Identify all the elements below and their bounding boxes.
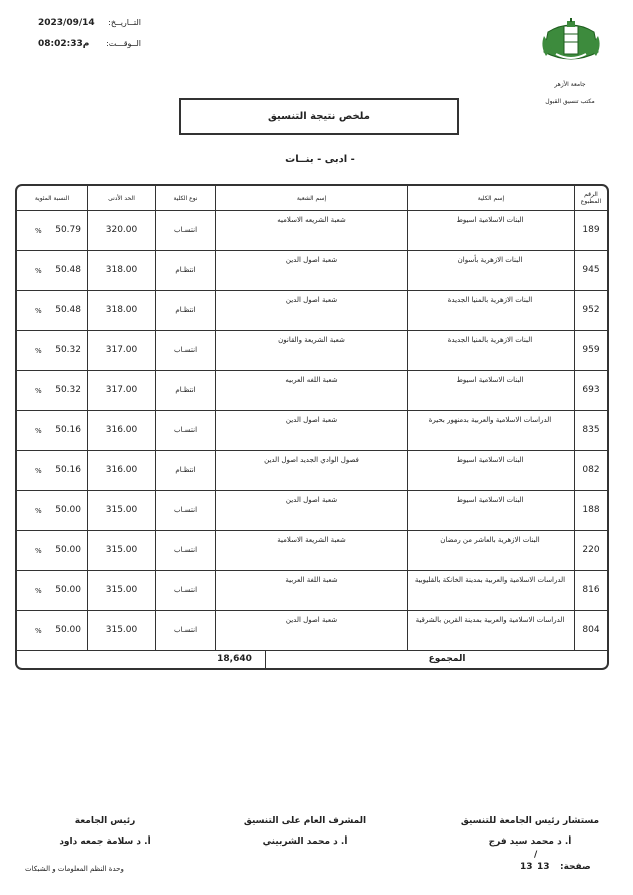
- code-value: 959: [582, 345, 600, 355]
- cell-branch: [215, 531, 407, 570]
- college-value: البنات الاسلامية اسيوط: [456, 216, 524, 224]
- cell-branch: [215, 251, 407, 290]
- code-value: 188: [582, 505, 600, 515]
- pct-value: 50.00: [55, 505, 81, 515]
- code-value: 945: [582, 265, 600, 275]
- cell-code: [574, 291, 607, 330]
- score-value: 317.00: [105, 345, 138, 355]
- cell-college: [407, 611, 574, 650]
- branch-value: شعبة اصول الدين: [285, 296, 338, 304]
- table-row: [17, 291, 607, 331]
- code-value: 189: [582, 225, 600, 235]
- cell-score: [87, 211, 155, 250]
- cell-pct: [17, 451, 87, 490]
- table-row: [17, 531, 607, 571]
- code-value: 220: [582, 545, 600, 555]
- header-type: نوع الكلية: [155, 186, 215, 210]
- pct-value: 50.16: [55, 465, 81, 475]
- type-value: انتسـاب: [173, 546, 198, 554]
- page-total: 13: [520, 862, 533, 872]
- branch-value: شعبة الشريعة الاسلامية: [277, 536, 346, 544]
- cell-score: [87, 291, 155, 330]
- cell-score: [87, 411, 155, 450]
- score-value: 315.00: [105, 625, 138, 635]
- cell-type: [155, 491, 215, 530]
- score-value: 320.00: [105, 225, 138, 235]
- table-row: [17, 491, 607, 531]
- signature-name-supervisor: أ. د محمد الشربيني: [262, 837, 348, 847]
- signature-title-coordinator: مستشار رئيس الجامعة للتنسيق: [460, 816, 600, 826]
- table-row: [17, 451, 607, 491]
- college-value: البنات الازهرية بالمنيا الجديدة: [447, 336, 533, 344]
- cell-branch: [215, 331, 407, 370]
- total-label: المجموع: [428, 654, 466, 664]
- cell-score: [87, 491, 155, 530]
- score-value: 317.00: [105, 385, 138, 395]
- type-value: انتسـاب: [173, 226, 198, 234]
- college-value: البنات الازهرية بالمنيا الجديدة: [447, 296, 533, 304]
- pct-sign: %: [35, 547, 42, 555]
- cell-pct: [17, 211, 87, 250]
- pct-value: 50.00: [55, 585, 81, 595]
- cell-pct: [17, 331, 87, 370]
- pct-value: 50.16: [55, 425, 81, 435]
- unit-label: وحدة النظم المعلومات و الشبكات: [25, 865, 124, 873]
- table-header-row: [17, 186, 607, 211]
- cell-type: [155, 571, 215, 610]
- college-value: الدراسات الاسلامية والعربية بدمنهور بحيرة: [428, 416, 552, 424]
- type-value: انتظـام: [175, 466, 196, 474]
- pct-sign: %: [35, 227, 42, 235]
- al-azhar-logo-icon: [540, 18, 602, 72]
- college-value: البنات الاسلامية اسيوط: [456, 376, 524, 384]
- cell-code: [574, 211, 607, 250]
- table-row: [17, 211, 607, 251]
- cell-type: [155, 411, 215, 450]
- total-row: [17, 651, 607, 670]
- cell-score: [87, 371, 155, 410]
- total-value: 18,640: [217, 654, 252, 664]
- cell-college: [407, 211, 574, 250]
- pct-value: 50.79: [55, 225, 81, 235]
- branch-value: فصول الوادي الجديد اصول الدين: [264, 456, 359, 464]
- cell-code: [574, 411, 607, 450]
- cell-type: [155, 331, 215, 370]
- signature-title-supervisor: المشرف العام على التنسيق: [243, 816, 367, 826]
- pct-value: 50.48: [55, 305, 81, 315]
- cell-branch: [215, 211, 407, 250]
- score-value: 318.00: [105, 305, 138, 315]
- type-value: انتسـاب: [173, 426, 198, 434]
- college-value: البنات الاسلامية اسيوط: [456, 496, 524, 504]
- cell-score: [87, 251, 155, 290]
- page-title: ملخص نتيجة التنسيق: [179, 98, 459, 135]
- type-value: انتسـاب: [173, 506, 198, 514]
- header-pct: النسبة المئوية: [34, 194, 70, 202]
- branch-value: شعبة اصول الدين: [285, 496, 338, 504]
- cell-code: [574, 371, 607, 410]
- cell-branch: [215, 491, 407, 530]
- pct-sign: %: [35, 507, 42, 515]
- cell-code: [574, 251, 607, 290]
- cell-type: [155, 451, 215, 490]
- page-number: 13: [537, 862, 550, 872]
- page-label: صفحة:: [560, 862, 591, 872]
- pct-value: 50.32: [55, 345, 81, 355]
- cell-code: [574, 331, 607, 370]
- pct-sign: %: [35, 587, 42, 595]
- cell-type: [155, 611, 215, 650]
- cell-code: [574, 451, 607, 490]
- cell-type: [155, 291, 215, 330]
- cell-college: [407, 531, 574, 570]
- cell-branch: [215, 291, 407, 330]
- cell-college: [407, 251, 574, 290]
- cell-pct: [17, 411, 87, 450]
- code-value: 693: [582, 385, 600, 395]
- type-value: انتظـام: [175, 266, 196, 274]
- score-value: 316.00: [105, 425, 138, 435]
- score-value: 316.00: [105, 465, 138, 475]
- cell-pct: [17, 371, 87, 410]
- signature-name-coordinator: أ. د محمد سيد فرج: [488, 837, 572, 847]
- cell-branch: [215, 611, 407, 650]
- pct-value: 50.00: [55, 625, 81, 635]
- code-value: 082: [582, 465, 600, 475]
- pct-sign: %: [35, 467, 42, 475]
- branch-value: شعبة الشريعه الاسلاميه: [277, 216, 346, 224]
- table-row: [17, 411, 607, 451]
- cell-college: [407, 371, 574, 410]
- cell-type: [155, 531, 215, 570]
- pct-sign: %: [35, 267, 42, 275]
- college-value: الدراسات الاسلامية والعربية بمدينة الخانكة بالقليوبية: [414, 576, 566, 584]
- page-slash: /: [534, 850, 538, 860]
- branch-value: شعبة اصول الدين: [285, 416, 338, 424]
- cell-code: [574, 571, 607, 610]
- cell-pct: [17, 531, 87, 570]
- pct-sign: %: [35, 387, 42, 395]
- branch-value: شعبة الشريعة والقانون: [278, 336, 345, 344]
- cell-score: [87, 531, 155, 570]
- branch-value: شعبة اللغه العربيه: [285, 376, 338, 384]
- cell-pct: [17, 611, 87, 650]
- branch-value: شعبة اصول الدين: [285, 256, 338, 264]
- cell-college: [407, 291, 574, 330]
- table-row: [17, 331, 607, 371]
- cell-college: [407, 571, 574, 610]
- cell-score: [87, 451, 155, 490]
- university-name: جامعة الأزهر: [554, 81, 586, 88]
- cell-pct: [17, 491, 87, 530]
- cell-branch: [215, 451, 407, 490]
- college-value: البنات الازهرية بأسوان: [457, 256, 523, 264]
- college-value: البنات الازهرية بالعاشر من رمضان: [440, 536, 540, 544]
- header-branch: إسم الشعبة: [215, 186, 407, 210]
- cell-pct: [17, 251, 87, 290]
- cell-branch: [215, 411, 407, 450]
- date-label: التــاريــخ:: [108, 18, 141, 27]
- pct-value: 50.32: [55, 385, 81, 395]
- cell-code: [574, 531, 607, 570]
- header-code: الرقم المطبوع: [574, 186, 607, 210]
- table-row: [17, 251, 607, 291]
- signature-name-president: أ. د سلامة جمعه داود: [59, 837, 151, 847]
- cell-type: [155, 251, 215, 290]
- branch-value: شعبة اللغة العربية: [285, 576, 338, 584]
- table-row: [17, 371, 607, 411]
- score-value: 315.00: [105, 545, 138, 555]
- cell-score: [87, 331, 155, 370]
- type-value: انتظـام: [175, 386, 196, 394]
- cell-code: [574, 611, 607, 650]
- page-subtitle: - ادبى - بنــات: [285, 154, 355, 165]
- cell-college: [407, 491, 574, 530]
- cell-college: [407, 451, 574, 490]
- branch-value: شعبة اصول الدين: [285, 616, 338, 624]
- time-label: الــوقـــت:: [106, 39, 141, 48]
- time-value: 08:02:33م: [38, 39, 90, 49]
- date-value: 2023/09/14: [38, 18, 95, 28]
- pct-value: 50.00: [55, 545, 81, 555]
- pct-sign: %: [35, 627, 42, 635]
- cell-type: [155, 371, 215, 410]
- score-value: 315.00: [105, 585, 138, 595]
- score-value: 318.00: [105, 265, 138, 275]
- code-value: 952: [582, 305, 600, 315]
- cell-college: [407, 331, 574, 370]
- pct-sign: %: [35, 427, 42, 435]
- table-row: [17, 571, 607, 611]
- pct-sign: %: [35, 347, 42, 355]
- results-table: [15, 184, 609, 670]
- header-college: إسم الكلية: [407, 186, 574, 210]
- code-value: 816: [582, 585, 600, 595]
- type-value: انتسـاب: [173, 626, 198, 634]
- college-value: البنات الاسلامية اسيوط: [456, 456, 524, 464]
- code-value: 835: [582, 425, 600, 435]
- cell-pct: [17, 291, 87, 330]
- cell-college: [407, 411, 574, 450]
- signature-title-president: رئيس الجامعة: [74, 816, 136, 826]
- type-value: انتظـام: [175, 306, 196, 314]
- cell-code: [574, 491, 607, 530]
- cell-branch: [215, 371, 407, 410]
- type-value: انتسـاب: [173, 586, 198, 594]
- college-value: الدراسات الاسلامية والعربية بمدينة القرين بالشرقية: [415, 616, 565, 624]
- score-value: 315.00: [105, 505, 138, 515]
- cell-type: [155, 211, 215, 250]
- code-value: 804: [582, 625, 600, 635]
- cell-score: [87, 611, 155, 650]
- cell-pct: [17, 571, 87, 610]
- type-value: انتسـاب: [173, 346, 198, 354]
- pct-value: 50.48: [55, 265, 81, 275]
- cell-score: [87, 571, 155, 610]
- pct-sign: %: [35, 307, 42, 315]
- cell-branch: [215, 571, 407, 610]
- table-row: [17, 611, 607, 651]
- header-score: الحد الأدنى: [87, 186, 155, 210]
- office-name: مكتب تنسيق القبول: [545, 98, 595, 105]
